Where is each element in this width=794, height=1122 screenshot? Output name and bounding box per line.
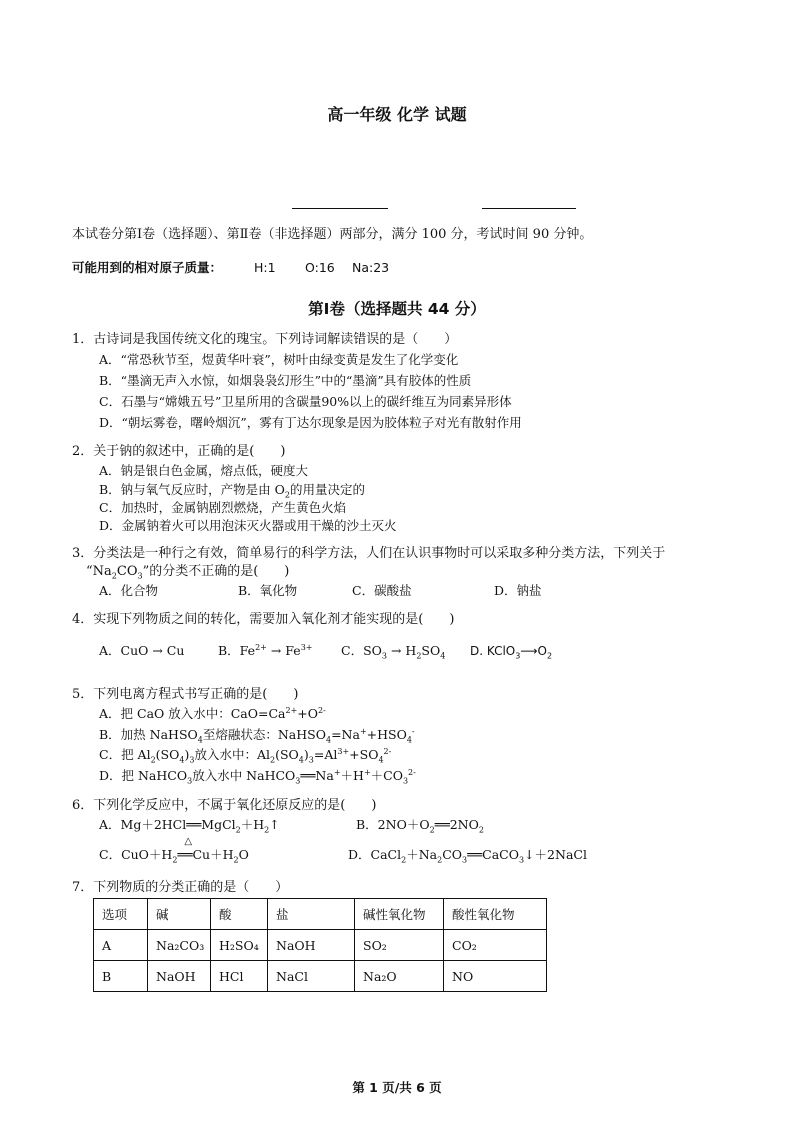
q3-stem: 3．分类法是一种行之有效，简单易行的科学方法，人们在认识事物时可以采取多种分类方法，下列关于 [72, 546, 666, 561]
table-header-cell: 盐 [268, 899, 355, 930]
table-cell: NaOH [268, 930, 355, 961]
q5-b-sub1: 4 [197, 735, 203, 745]
q6-d-mid: ＋Na [406, 847, 438, 862]
q5-c-mid6: =Al [313, 747, 338, 762]
q4-d-sub2: 2 [547, 651, 553, 661]
q1-stem: 1．古诗词是我国传统文化的瑰宝。下列诗词解读错误的是（ ） [72, 332, 458, 347]
table-header-cell: 碱 [148, 899, 211, 930]
q5-a-sup2: 2- [318, 705, 326, 715]
q6-d-sub1: 2 [401, 855, 407, 865]
q5-c-sub7: 4 [378, 755, 384, 765]
q6-c-mid: Cu＋H [192, 847, 234, 862]
q5-b-pre: B．加热 NaHSO [99, 727, 198, 742]
q6-a-pre: A．Mg＋2HCl══MgCl [99, 817, 236, 832]
q6-c-post: O [238, 847, 249, 862]
table-cell: HCl [211, 961, 268, 992]
table-cell: NO [444, 961, 547, 992]
q6-a-sub2: 2 [264, 825, 270, 835]
q4-b-label: B．Fe [218, 643, 256, 658]
q4-d-label: D. KClO [470, 644, 516, 658]
table-cell: H₂SO₄ [211, 930, 268, 961]
q5-c-sub4: 2 [269, 755, 276, 765]
q3-s-sub1: 2 [111, 571, 117, 581]
q6-d-pre: D．CaCl [348, 847, 402, 862]
q5-c-mid: (SO [155, 747, 180, 762]
q1-option-d[interactable]: D．“朝坛雾卷，曙岭烟沉”，雾有丁达尔现象是因为胶体粒子对光有散射作用 [99, 415, 522, 430]
q2-b-post: 的用量决定的 [290, 482, 366, 497]
q3-stem-line2 [86, 563, 289, 581]
q5-b-mid2: =Na [331, 727, 360, 742]
q3-option-b[interactable]: B．氧化物 [238, 583, 298, 598]
page-title: 高一年级 化学 试题 [327, 105, 467, 124]
q5-option-a[interactable] [99, 705, 326, 723]
instructions: 本试卷分第Ⅰ卷（选择题）、第Ⅱ卷（非选择题）两部分，满分 100 分，考试时间 90 分钟。 [72, 227, 593, 242]
q6-option-c[interactable] [99, 836, 249, 865]
q5-c-sub5: 4 [298, 755, 304, 765]
table-cell: Na₂O [355, 961, 444, 992]
q4-option-c[interactable] [341, 642, 445, 660]
q6-c-sub1: 2 [172, 855, 178, 865]
q5-b-sup1: + [359, 726, 367, 736]
q1-option-a[interactable]: A．“常恐秋节至，煜黄华叶衰”，树叶由绿变黄是发生了化学变化 [99, 352, 459, 367]
classification-table [93, 898, 547, 992]
table-header-row [94, 899, 547, 930]
q6-c-eq: ══ [177, 847, 193, 862]
q4-option-d[interactable] [470, 642, 552, 660]
q4-stem: 4．实现下列物质之间的转化，需要加入氧化剂才能实现的是( ) [72, 612, 455, 627]
q5-a-mid: +O [297, 706, 319, 721]
q5-c-sub1: 2 [150, 755, 156, 765]
q5-a-sup1: 2+ [285, 705, 298, 715]
q5-c-sub2: 4 [179, 755, 185, 765]
table-cell: SO₂ [355, 930, 444, 961]
q4-b-arrow: → Fe [266, 643, 301, 658]
id-blank[interactable] [482, 208, 576, 209]
section-title: 第Ⅰ卷（选择题共 44 分） [308, 300, 486, 318]
q5-option-b[interactable] [99, 726, 415, 744]
q6-b-mid: ══2NO [434, 817, 479, 832]
table-cell: NaOH [148, 961, 211, 992]
q3-s-mid: CO [116, 564, 138, 579]
q6-d-mid3: ══CaCO [467, 847, 519, 862]
table-cell: NaCl [268, 961, 355, 992]
q1-option-b[interactable]: B．“墨滴无声入水惊，如烟袅袅幻形生”中的“墨滴”具有胶体的性质 [99, 373, 472, 388]
q5-stem: 5．下列电离方程式书写正确的是( ) [72, 687, 299, 702]
q5-c-mid2: ) [184, 747, 190, 762]
q6-a-mid: ＋H [240, 817, 265, 832]
q5-d-sub1: 3 [187, 776, 193, 786]
q5-c-pre: C．把 Al [99, 747, 151, 762]
q4-option-a[interactable]: A．CuO → Cu [99, 643, 185, 658]
q6-d-post: ↓＋2NaCl [524, 847, 587, 862]
q6-c-pre: C．CuO＋H [99, 847, 173, 862]
q4-c-sub2: 2 [416, 651, 422, 661]
heat-triangle-icon: △ [184, 836, 193, 847]
table-cell: B [94, 961, 148, 992]
q2-option-c[interactable]: C．加热时，金属钠剧烈燃烧，产生黄色火焰 [99, 500, 347, 515]
q7-stem: 7．下列物质的分类正确的是（ ） [72, 880, 289, 895]
name-blank[interactable] [292, 208, 388, 209]
q5-c-mid5: ) [303, 747, 309, 762]
q6-a-post: ↑ [269, 817, 280, 832]
q5-c-sub3: 3 [189, 755, 195, 765]
q5-d-mid4: ＋CO [370, 768, 403, 783]
q5-b-sub3: 4 [406, 735, 412, 745]
q3-option-c[interactable]: C．碳酸盐 [352, 583, 412, 598]
q6-b-pre: B．2NO＋O [356, 817, 430, 832]
q4-c-sub1: 3 [381, 651, 387, 661]
q5-c-mid4: (SO [275, 747, 299, 762]
q6-d-sub2: 2 [437, 855, 443, 865]
q1-option-c[interactable]: C．石墨与“嫦娥五号”卫星所用的含碳量90%以上的碳纤维互为同素异形体 [99, 394, 512, 409]
page-number: 第 1 页/共 6 页 [352, 1080, 442, 1095]
q4-c-sub3: 4 [440, 651, 446, 661]
q3-s-sub2: 3 [137, 571, 143, 581]
q4-c-arrow: → H [386, 643, 417, 658]
q5-d-sup3: 2- [408, 767, 416, 777]
q2-b-pre: B．钠与氧气反应时，产物是由 O [99, 482, 285, 497]
q5-option-d[interactable] [99, 767, 416, 785]
atomic-mass-o: O:16 [305, 260, 335, 275]
q2-option-b[interactable] [99, 481, 365, 499]
q6-option-a[interactable] [99, 816, 280, 834]
q5-d-sup1: + [333, 767, 341, 777]
q4-b-sup1: 2+ [255, 642, 267, 652]
q6-c-sub2: 2 [233, 855, 239, 865]
q4-d-arrow: ⟶O [520, 644, 547, 658]
q6-a-sub1: 2 [235, 825, 241, 835]
q3-s-post: ”的分类不正确的是( ) [142, 564, 290, 579]
q4-option-b[interactable] [218, 642, 312, 660]
q2-b-sub: 2 [284, 490, 291, 500]
table-header-cell: 酸性氧化物 [444, 899, 547, 930]
q5-c-mid7: +SO [349, 747, 379, 762]
q4-c-post: SO [421, 643, 441, 658]
q6-d-sub4: 3 [518, 855, 525, 865]
table-header-cell: 酸 [211, 899, 268, 930]
q2-option-d[interactable]: D．金属钠着火可以用泡沫灭火器或用干燥的沙土灭火 [99, 518, 397, 533]
table-header-cell: 选项 [94, 899, 148, 930]
q6-b-sub2: 2 [478, 825, 484, 835]
q6-stem: 6．下列化学反应中，不属于氧化还原反应的是( ) [72, 798, 377, 813]
q6-c-eq-wrap [177, 836, 193, 864]
q5-b-sup2: - [411, 726, 415, 736]
q2-option-a[interactable]: A．钠是银白色金属，熔点低，硬度大 [99, 463, 309, 478]
q2-stem: 2．关于钠的叙述中，正确的是( ) [72, 444, 286, 459]
atomic-mass-label: 可能用到的相对原子质量： [72, 260, 223, 275]
q4-c-label: C．SO [341, 643, 382, 658]
q5-d-mid2: ══Na [300, 768, 334, 783]
atomic-mass-na: Na:23 [352, 260, 390, 275]
q3-option-a[interactable]: A．化合物 [99, 583, 159, 598]
q4-d-sub1: 3 [515, 651, 521, 661]
q5-c-sup1: 3+ [337, 746, 350, 756]
table-cell: Na₂CO₃ [148, 930, 211, 961]
q5-c-mid3: 放入水中：Al [194, 747, 270, 762]
q5-b-sub2: 4 [325, 735, 332, 745]
q5-b-mid: 至熔融状态：NaHSO [202, 727, 326, 742]
q5-d-sub3: 3 [402, 776, 409, 786]
q3-option-d[interactable]: D．钠盐 [494, 583, 542, 598]
table-cell: CO₂ [444, 930, 547, 961]
q5-c-sup2: 2- [383, 746, 392, 756]
table-header-cell: 碱性氧化物 [355, 899, 444, 930]
q5-d-mid3: ＋H [340, 768, 364, 783]
q5-d-pre: D．把 NaHCO [99, 768, 188, 783]
q6-option-b[interactable] [356, 816, 484, 834]
q5-d-sub2: 3 [295, 776, 301, 786]
q5-d-mid: 放入水中 NaHCO [192, 768, 296, 783]
q4-b-sup2: 3+ [300, 642, 313, 652]
q6-b-sub1: 2 [429, 825, 435, 835]
q5-d-sup2: + [363, 767, 371, 777]
table-row[interactable] [94, 961, 547, 992]
q5-c-sub6: 3 [308, 755, 314, 765]
q6-option-d[interactable] [348, 846, 587, 864]
q3-s-pre: “Na [86, 564, 112, 579]
q6-d-mid2: CO [442, 847, 462, 862]
q6-d-sub3: 3 [462, 855, 468, 865]
atomic-mass-h: H:1 [254, 260, 276, 275]
q5-b-mid3: +HSO [366, 727, 407, 742]
q5-a-pre: A．把 CaO 放入水中：CaO=Ca [99, 706, 286, 721]
table-row[interactable] [94, 930, 547, 961]
q5-option-c[interactable] [99, 746, 391, 764]
table-cell: A [94, 930, 148, 961]
